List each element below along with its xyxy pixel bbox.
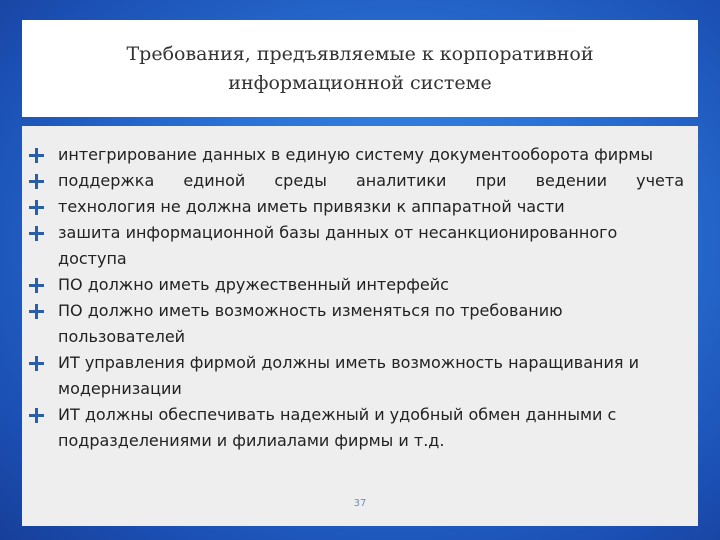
list-item-text: зашита информационной базы данных от несанкционированного доступа (58, 223, 618, 268)
list-item-text: ИТ управления фирмой должны иметь возможность наращивания и модернизации (58, 353, 639, 398)
page-number: 37 (353, 498, 367, 509)
list-item (22, 168, 698, 194)
list-item (22, 142, 698, 168)
slide-title: Требования, предъявляемые к корпоративной информационной системе (126, 42, 594, 94)
list-item-text: технология не должна иметь привязки к аппаратной части (58, 197, 565, 216)
plus-icon (29, 278, 44, 293)
list-item-text: ПО должно иметь дружественный интерфейс (58, 275, 449, 294)
plus-icon (29, 226, 44, 241)
plus-icon (29, 200, 44, 215)
list-item-text: ПО должно иметь возможность изменяться по требованию пользователей (58, 301, 563, 346)
requirements-list (22, 142, 698, 454)
list-item (22, 402, 698, 454)
list-item (22, 194, 698, 220)
plus-icon (29, 174, 44, 189)
list-item-text: ИТ должны обеспечивать надежный и удобный обмен данными с подразделениями и филиалами фирмы и т.д. (58, 405, 617, 450)
content-box (22, 126, 698, 526)
list-item (22, 272, 698, 298)
plus-icon (29, 148, 44, 163)
plus-icon (29, 408, 44, 423)
plus-icon (29, 304, 44, 319)
plus-icon (29, 356, 44, 371)
list-item-text: поддержка единой среды аналитики при ведении учета (58, 171, 684, 190)
list-item (22, 220, 698, 272)
title-box (22, 20, 698, 117)
list-item (22, 350, 698, 402)
list-item (22, 298, 698, 350)
list-item-text: интегрирование данных в единую систему документооборота фирмы (58, 145, 654, 164)
